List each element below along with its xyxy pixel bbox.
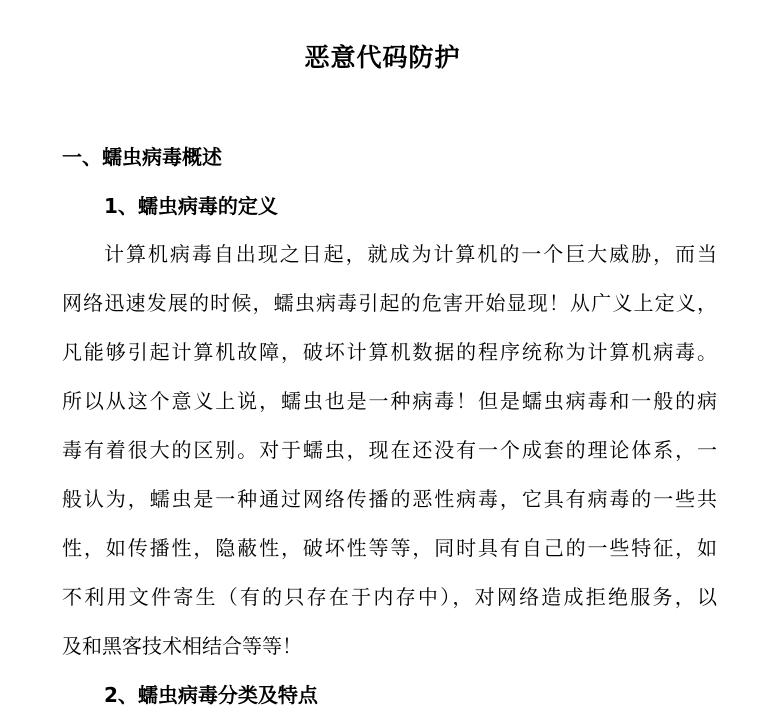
paragraph-line: 及和黑客技术相结合等等！ bbox=[62, 634, 302, 658]
paragraph-line: 凡能够引起计算机故障，破坏计算机数据的程序统称为计算机病毒。 bbox=[62, 340, 717, 364]
paragraph-line: 不利用文件寄生（有的只存在于内存中），对网络造成拒绝服务，以 bbox=[62, 585, 717, 609]
paragraph-line: 性，如传播性，隐蔽性，破坏性等等，同时具有自己的一些特征，如 bbox=[62, 536, 717, 560]
subsection-heading-definition: 1、蠕虫病毒的定义 bbox=[104, 194, 278, 218]
definition-paragraph bbox=[62, 233, 717, 674]
paragraph-line: 计算机病毒自出现之日起，就成为计算机的一个巨大威胁，而当 bbox=[104, 242, 717, 266]
paragraph-line: 般认为，蠕虫是一种通过网络传播的恶性病毒，它具有病毒的一些共 bbox=[62, 487, 717, 511]
subsection-heading-classification: 2、蠕虫病毒分类及特点 bbox=[104, 683, 318, 707]
document-title: 恶意代码防护 bbox=[304, 43, 461, 72]
paragraph-line: 毒有着很大的区别。对于蠕虫，现在还没有一个成套的理论体系，一 bbox=[62, 438, 717, 462]
paragraph-line: 所以从这个意义上说，蠕虫也是一种病毒！但是蠕虫病毒和一般的病 bbox=[62, 389, 717, 413]
section-heading: 一、蠕虫病毒概述 bbox=[62, 145, 222, 169]
paragraph-line: 网络迅速发展的时候，蠕虫病毒引起的危害开始显现！从广义上定义， bbox=[62, 291, 717, 315]
